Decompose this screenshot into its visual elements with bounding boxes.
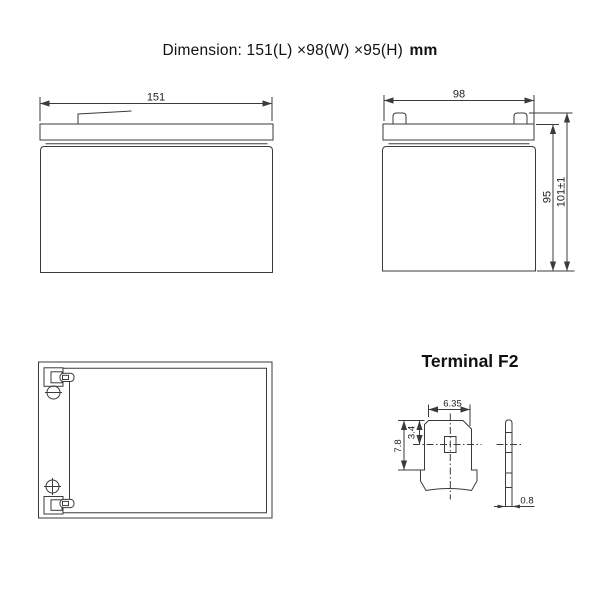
front-length-dim-label: 151 — [146, 91, 166, 104]
side-body-height-dim-label: 95 — [541, 190, 554, 204]
dimension-text: Dimension: 151(L) ×98(W) ×95(H) — [162, 42, 404, 59]
front-length-dimension — [40, 92, 272, 122]
front-view — [40, 92, 273, 273]
terminal-thickness-dimension — [494, 495, 535, 508]
terminal-blade-width-label: 6.35 — [443, 398, 462, 410]
terminal-blade-height-label: 7.8 — [393, 439, 404, 453]
terminal-slot-offset-label: 3.4 — [406, 425, 418, 440]
side-body — [383, 147, 536, 272]
terminal-f2-front-view — [393, 399, 482, 500]
terminal-f2-side-view — [494, 420, 535, 509]
terminal-f2-title: Terminal F2 — [421, 351, 519, 371]
terminal-post-left — [393, 113, 406, 124]
dimension-unit: mm — [409, 42, 438, 59]
terminal-blade-outline — [421, 421, 478, 491]
side-lid — [383, 124, 534, 140]
top-view — [39, 362, 273, 518]
front-terminal-edge-line — [78, 111, 132, 124]
front-lid — [40, 124, 273, 140]
top-view-outer-case — [39, 362, 273, 518]
front-body — [41, 147, 273, 273]
side-view — [383, 89, 575, 272]
terminal-thickness-label: 0.8 — [520, 495, 534, 507]
terminal-post-right — [514, 113, 527, 124]
side-width-dim-label: 98 — [452, 88, 466, 101]
side-overall-height-dim-label: 101±1 — [555, 176, 568, 208]
